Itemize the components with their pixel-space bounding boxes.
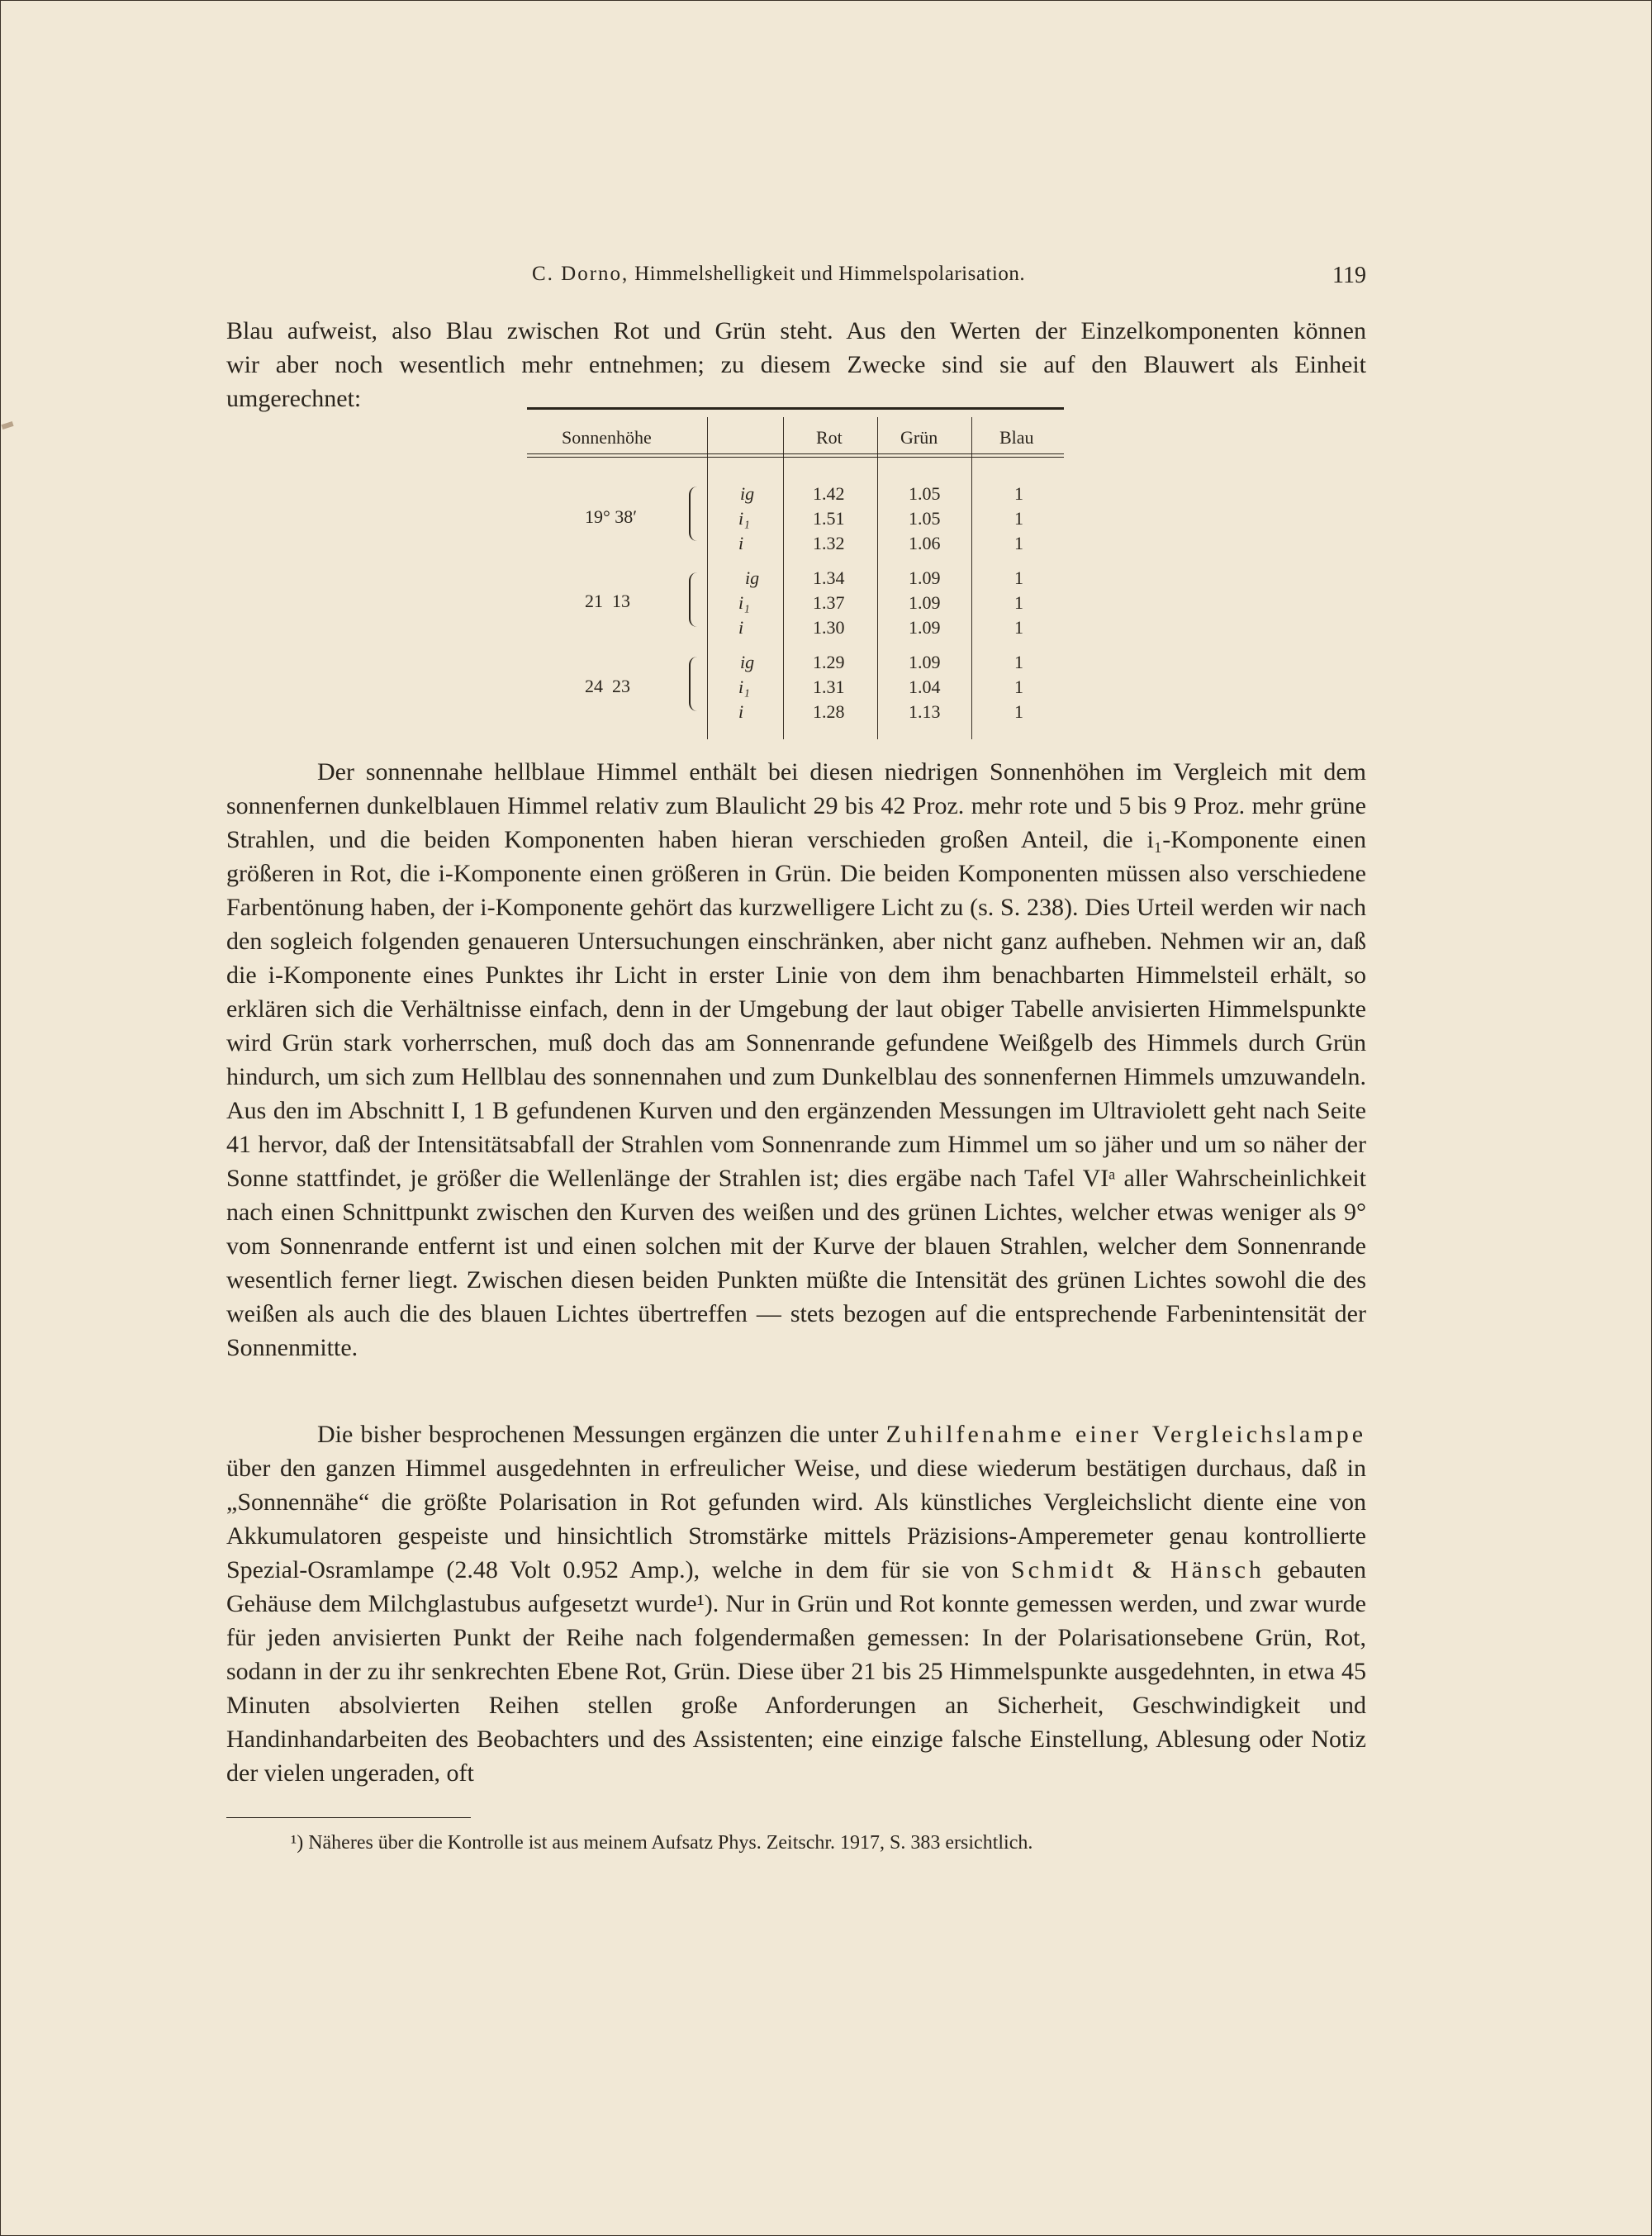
value-gruen: 1.09 [909, 567, 941, 588]
table-header-rule [527, 453, 1064, 454]
value-rot: 1.29 [813, 652, 845, 672]
value-blau: 1 [1014, 676, 1023, 697]
value-rot: 1.51 [813, 508, 845, 529]
group-brace [689, 487, 700, 541]
footnote-rule [226, 1817, 471, 1818]
group-brace [689, 572, 700, 627]
data-table [527, 407, 1064, 739]
component-label: ig [740, 483, 755, 504]
value-blau: 1 [1014, 652, 1023, 672]
value-blau: 1 [1014, 567, 1023, 588]
component-label: ig [745, 567, 760, 588]
value-rot: 1.34 [813, 567, 845, 588]
value-blau: 1 [1014, 617, 1023, 638]
component-label: i [738, 533, 744, 553]
header-author: C. Dorno, [532, 263, 629, 285]
value-gruen: 1.09 [909, 617, 941, 638]
paragraph-analysis [226, 755, 1366, 1365]
intro-line: wir aber noch wesentlich mehr entnehmen; zu diesem Zwecke sind sie auf den Blauwert als Einheit [226, 351, 1366, 378]
measurements-part: gebauten Gehäuse dem Milchglastubus aufgesetzt wurde¹). Nur in Grün und Rot konnte gemessen werden, und zwar wurde für jeden anvisierten Punkt der Reihe nach folgendermaßen gemessen: In der Polarisationsebene Grün, Rot, sodann in der zu ihr senkrechten Ebene Rot, Grün. Diese über 21 bis 25 Himmelspunkte ausgedehnten, in etwa 45 Minuten absolvierten Reihen stellen große Anforderungen an Sicherheit, Geschwindigkeit und Handinhandarbeiten des Beobachters und des Assistenten; eine einzige falsche Einstellung, Ablesung oder Notiz der vielen ungeraden, oft [226, 1556, 1367, 1787]
running-title [532, 263, 1025, 286]
component-label: i₁ [738, 676, 750, 697]
group-height: 19° 38′ [585, 506, 638, 527]
header-title: Himmelshelligkeit und Himmelspolarisation. [634, 263, 1026, 285]
value-blau: 1 [1014, 701, 1023, 722]
component-label: i [738, 701, 744, 722]
measurements-text [226, 1417, 1366, 1790]
value-gruen: 1.04 [909, 676, 941, 697]
table-col-divider [971, 417, 972, 739]
value-gruen: 1.13 [909, 701, 941, 722]
value-blau: 1 [1014, 508, 1023, 529]
value-blau: 1 [1014, 483, 1023, 504]
table-col-divider [877, 417, 878, 739]
emphasis-spaced: Schmidt & Hänsch [1010, 1556, 1265, 1583]
group-height: 24 23 [585, 676, 630, 696]
component-label: i [738, 617, 744, 638]
value-gruen: 1.09 [909, 652, 941, 672]
value-blau: 1 [1014, 533, 1023, 553]
group-brace [689, 657, 700, 711]
paragraph-intro [226, 314, 1366, 415]
col-header-sonnenhoehe: Sonnenhöhe [562, 427, 652, 448]
value-rot: 1.37 [813, 592, 845, 613]
col-header-blau: Blau [999, 427, 1034, 448]
value-rot: 1.32 [813, 533, 845, 553]
value-gruen: 1.05 [909, 483, 941, 504]
component-label: ig [740, 652, 755, 672]
value-rot: 1.31 [813, 676, 845, 697]
emphasis-spaced: Zuhilfenahme einer Vergleichslampe [885, 1421, 1367, 1448]
footnote-text: Näheres über die Kontrolle ist aus meinem Aufsatz Phys. Zeitschr. 1917, S. 383 ersichtlich. [308, 1832, 1033, 1854]
value-rot: 1.30 [813, 617, 845, 638]
page-number: 119 [1332, 263, 1366, 288]
table-col-divider [707, 417, 708, 739]
analysis-text: Der sonnennahe hellblaue Himmel enthält bei diesen niedrigen Sonnenhöhen im Vergleich mit dem sonnenfernen dunkelblauen Himmel relativ zum Blaulicht 29 bis 42 Proz. mehr rote und 5 bis 9 Proz. mehr grüne Strahlen, und die beiden Komponenten haben hieran verschieden großen Anteil, die i₁-Komponente einen größeren in Rot, die i-Komponente einen größeren in Grün. Die beiden Komponenten müssen also verschiedene Farbentönung haben, der i-Komponente gehört das kurzwelligere Licht zu (s. S. 238). Dies Urteil werden wir nach den sogleich folgenden genaueren Untersuchungen einschränken, aber nicht ganz aufheben. Nehmen wir an, daß die i-Komponente eines Punktes ihr Licht in erster Linie von dem ihm benachbarten Himmelsteil erhält, so erklären sich die Verhältnisse einfach, denn in der Umgebung der laut obiger Tabelle anvisierten Himmelspunkte wird Grün stark vorherrschen, muß doch das am Sonnenrande gefundene Weißgelb des Himmels durch Grün hindurch, um sich zum Hellblau des sonnennahen und zum Dunkelblau des sonnenfernen Himmels umzuwandeln. Aus den im Abschnitt I, 1 B gefundenen Kurven und den ergänzenden Messungen im Ultraviolett geht nach Seite 41 hervor, daß der Intensitätsabfall der Strahlen vom Sonnenrande zum Himmel um so jäher und um so näher der Sonne stattfindet, je größer die Wellenlänge der Strahlen ist; dies ergäbe nach Tafel VIᵃ aller Wahrscheinlichkeit nach einen Schnittpunkt zwischen den Kurven des weißen und des grünen Lichtes, welcher etwas weniger als 9° vom Sonnenrande entfernt ist und einen solchen mit der Kurve der blauen Strahlen, welcher dem Sonnenrande wesentlich ferner liegt. Zwischen diesen beiden Punkten müßte die Intensität des grünen Lichtes sowohl die des weißen als auch die des blauen Lichtes übertreffen — stets bezogen auf die entsprechende Farbenintensität der Sonnenmitte. [226, 758, 1366, 1361]
paragraph-measurements [226, 1417, 1366, 1790]
running-header [226, 254, 1366, 296]
value-blau: 1 [1014, 592, 1023, 613]
group-height: 21 13 [585, 591, 630, 611]
value-gruen: 1.05 [909, 508, 941, 529]
footnote-marker: ¹) [291, 1832, 304, 1854]
component-label: i₁ [738, 592, 750, 613]
table-top-rule [527, 407, 1064, 410]
col-header-rot: Rot [816, 427, 843, 448]
value-gruen: 1.09 [909, 592, 941, 613]
value-rot: 1.28 [813, 701, 845, 722]
value-rot: 1.42 [813, 483, 845, 504]
table-col-divider [783, 417, 784, 739]
intro-line: umgerechnet: [226, 385, 362, 412]
component-label: i₁ [738, 508, 750, 529]
value-gruen: 1.06 [909, 533, 941, 553]
col-header-gruen: Grün [900, 427, 938, 448]
footnote [291, 1832, 1365, 1854]
intro-line: Blau aufweist, also Blau zwischen Rot und Grün steht. Aus den Werten der Einzelkomponenten können [226, 317, 1366, 344]
measurements-part: Die bisher besprochenen Messungen ergänzen die unter [317, 1421, 886, 1448]
measurements-part: über den ganzen Himmel ausgedehnten in erfreulicher Weise, und diese wiederum bestätigen durchaus, daß in „Sonnennähe“ die größte Polarisation in Rot gefunden wird. Als künstliches Vergleichslicht diente eine von Akkumulatoren gespeiste und hinsichtlich Stromstärke mittels Präzisions-Amperemeter genau kontrollierte Spezial-Osramlampe (2.48 Volt 0.952 Amp.), welche in dem für sie von [226, 1455, 1366, 1583]
table-header-rule [527, 457, 1064, 458]
